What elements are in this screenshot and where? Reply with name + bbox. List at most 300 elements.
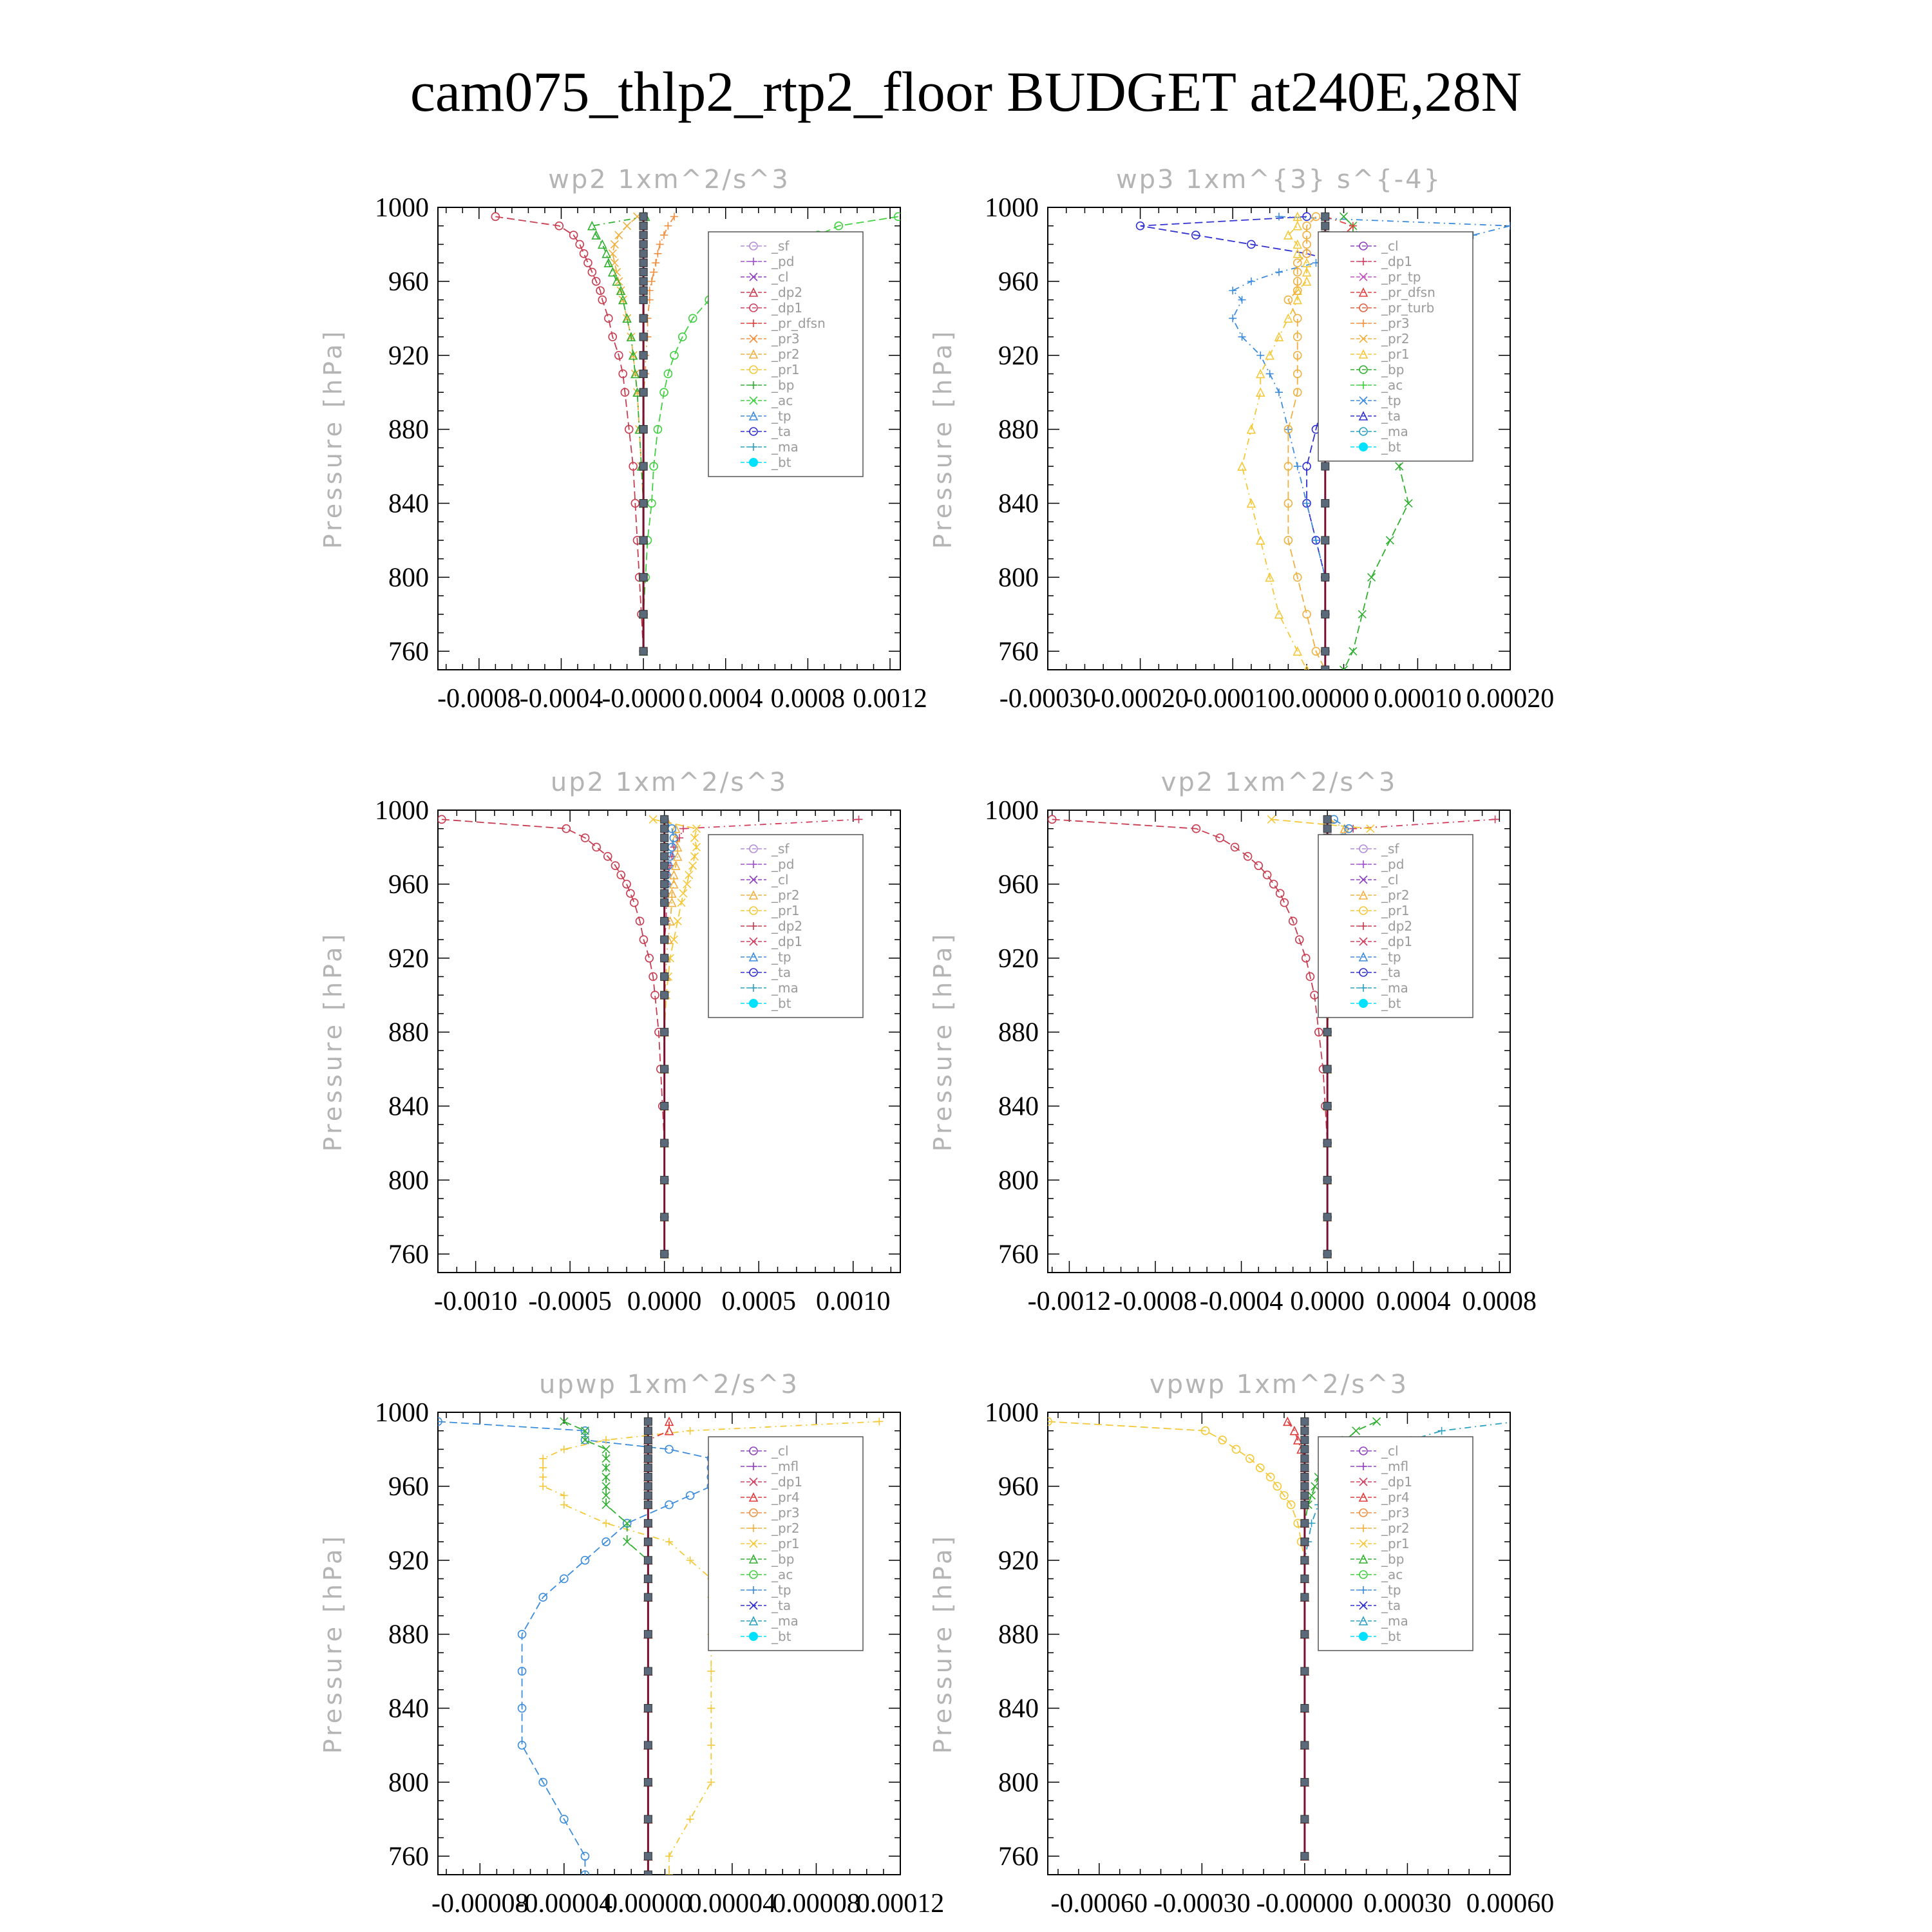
legend-label: _sf xyxy=(772,238,790,254)
legend-label: _ta xyxy=(772,1598,791,1613)
data-point xyxy=(592,843,600,851)
y-tick-label: 960 xyxy=(998,267,1039,297)
series-line-pr1 xyxy=(1048,1421,1305,1856)
data-point xyxy=(1301,1464,1309,1472)
data-point xyxy=(1323,1139,1331,1147)
x-tick-label: 0.0000 xyxy=(627,1287,702,1316)
data-point xyxy=(875,1417,883,1425)
data-point xyxy=(1358,611,1366,618)
x-tick-label: -0.00010 xyxy=(1184,684,1282,714)
y-tick-label: 840 xyxy=(998,1092,1039,1122)
data-point xyxy=(1301,1417,1309,1425)
data-point xyxy=(639,536,647,544)
data-point xyxy=(661,1250,668,1258)
y-tick-label: 1000 xyxy=(375,1398,429,1428)
data-point xyxy=(1352,1427,1360,1435)
data-point xyxy=(661,880,668,888)
data-point xyxy=(1323,815,1331,823)
x-tick-label: 0.0000 xyxy=(1290,1287,1365,1316)
data-point xyxy=(1349,647,1357,655)
data-point xyxy=(1373,1417,1381,1425)
data-point xyxy=(1321,666,1329,674)
data-point xyxy=(687,1427,694,1435)
data-point xyxy=(1321,611,1329,618)
data-point xyxy=(639,462,647,470)
legend-label: _pd xyxy=(772,857,795,872)
data-point xyxy=(539,1473,547,1481)
data-point xyxy=(630,899,638,907)
data-point xyxy=(1301,1473,1309,1481)
legend-label: _ma xyxy=(772,1613,799,1629)
data-point xyxy=(1301,1852,1309,1860)
data-point xyxy=(855,815,863,823)
data-point xyxy=(1266,370,1274,377)
data-point xyxy=(707,1667,715,1675)
data-point xyxy=(639,352,647,359)
panels xyxy=(319,165,1554,1918)
data-point xyxy=(1321,222,1329,230)
data-point xyxy=(639,500,647,507)
data-point xyxy=(644,1593,652,1601)
legend-label: _ma xyxy=(772,439,799,455)
data-point xyxy=(1301,1519,1309,1527)
data-point xyxy=(1256,352,1264,359)
figure-title: cam075_thlp2_rtp2_floor BUDGET at240E,28N xyxy=(410,61,1522,124)
panel-2 xyxy=(929,165,1554,714)
y-tick-label: 760 xyxy=(998,1842,1039,1872)
x-tick-label: 0.00020 xyxy=(1466,684,1555,714)
data-point xyxy=(1321,647,1329,655)
data-point xyxy=(639,222,647,230)
y-tick-label: 880 xyxy=(388,415,429,445)
data-point xyxy=(1323,1065,1331,1073)
data-point xyxy=(661,1028,668,1036)
legend-label: _pr_dfsn xyxy=(772,316,826,331)
data-point xyxy=(639,647,647,655)
data-point xyxy=(644,1464,652,1472)
legend-label: _pr1 xyxy=(1381,1536,1410,1551)
legend-label: _tp xyxy=(1381,1582,1401,1598)
y-tick-label: 1000 xyxy=(375,193,429,223)
y-tick-label: 760 xyxy=(388,1842,429,1872)
x-tick-label: -0.00060 xyxy=(1050,1889,1148,1918)
data-point xyxy=(665,1501,673,1509)
x-tick-label: 0.0008 xyxy=(770,684,846,714)
data-point xyxy=(665,1852,673,1860)
data-point xyxy=(661,1065,668,1073)
data-point xyxy=(1311,1482,1319,1490)
legend-label: _pr1 xyxy=(1381,903,1410,918)
legend-label: _ac xyxy=(1381,1567,1403,1582)
data-point xyxy=(1506,222,1514,230)
legend-label: _pr1 xyxy=(1381,346,1410,362)
legend-label: _pr3 xyxy=(1381,1505,1410,1520)
data-point xyxy=(645,954,653,962)
legend-label: _pr2 xyxy=(772,346,800,362)
data-point xyxy=(1294,462,1302,470)
y-tick-label: 840 xyxy=(998,1694,1039,1724)
legend-label: _pr_tp xyxy=(1381,269,1421,285)
data-point xyxy=(1492,815,1499,823)
data-point xyxy=(1301,1705,1309,1712)
data-point xyxy=(644,1492,652,1499)
legend-label: _pd xyxy=(772,254,795,269)
legend-label: _mfl xyxy=(772,1459,799,1474)
data-point xyxy=(1303,611,1311,618)
legend-label: _pd xyxy=(1381,857,1405,872)
legend-label: _dp2 xyxy=(1381,918,1413,934)
y-tick-label: 840 xyxy=(998,489,1039,519)
data-point xyxy=(644,1815,652,1823)
y-tick-label: 800 xyxy=(388,1768,429,1798)
data-point xyxy=(539,1464,547,1472)
panel-1 xyxy=(319,165,927,714)
data-point xyxy=(639,259,647,267)
data-point xyxy=(605,314,612,322)
data-point xyxy=(661,936,668,943)
data-point xyxy=(1405,500,1412,507)
data-point xyxy=(1323,1103,1331,1110)
legend-label: _pr_turb xyxy=(1381,300,1435,316)
data-point xyxy=(1275,213,1283,220)
y-tick-label: 880 xyxy=(388,1018,429,1048)
data-point xyxy=(1323,1176,1331,1184)
data-point xyxy=(639,269,647,276)
data-point xyxy=(707,1741,715,1749)
data-point xyxy=(1396,462,1403,470)
data-point xyxy=(639,314,647,322)
legend-label: _bp xyxy=(772,1551,795,1567)
data-point xyxy=(1513,1417,1521,1425)
data-point xyxy=(652,259,659,267)
x-tick-label: -0.0000 xyxy=(601,684,685,714)
data-point xyxy=(644,1705,652,1712)
data-point xyxy=(1321,213,1329,220)
x-tick-label: 0.00012 xyxy=(856,1889,945,1918)
data-point xyxy=(1368,573,1376,581)
data-point xyxy=(1301,1741,1309,1749)
legend-label: _pr1 xyxy=(772,903,800,918)
legend-label: _ac xyxy=(772,393,793,408)
legend-label: _bp xyxy=(1381,1551,1405,1567)
legend-label: _dp1 xyxy=(772,934,803,949)
y-axis-label: Pressure [hPa] xyxy=(319,1533,347,1754)
data-point xyxy=(644,1445,652,1453)
data-point xyxy=(1323,1250,1331,1258)
data-point xyxy=(689,862,697,869)
y-tick-label: 880 xyxy=(388,1620,429,1650)
y-tick-label: 760 xyxy=(998,637,1039,667)
data-point xyxy=(644,1417,652,1425)
legend-label: _pr2 xyxy=(1381,887,1410,903)
x-tick-label: 0.0004 xyxy=(688,684,763,714)
x-tick-label: -0.0008 xyxy=(1113,1287,1197,1316)
legend-label: _cl xyxy=(1381,872,1399,887)
legend-label: _pr2 xyxy=(1381,1520,1410,1536)
data-point xyxy=(644,1519,652,1527)
data-point xyxy=(1301,1455,1309,1463)
y-axis-label: Pressure [hPa] xyxy=(319,931,347,1152)
legend-label: _cl xyxy=(772,872,789,887)
legend-label: _ta xyxy=(1381,965,1401,980)
y-axis-label: Pressure [hPa] xyxy=(929,328,957,549)
panel-title: wp2 1xm^2/s^3 xyxy=(548,165,790,194)
x-tick-label: -0.0010 xyxy=(433,1287,518,1316)
data-point xyxy=(1301,1631,1309,1638)
data-point xyxy=(1275,269,1283,276)
data-point xyxy=(1301,1492,1309,1499)
x-tick-label: -0.0008 xyxy=(437,684,521,714)
data-point xyxy=(1247,278,1255,285)
data-point xyxy=(1301,1557,1309,1564)
data-point xyxy=(1264,871,1271,879)
series-line-dp2 xyxy=(1052,819,1327,1254)
legend-label: _dp1 xyxy=(772,300,803,316)
data-point xyxy=(661,1213,668,1221)
y-axis-label: Pressure [hPa] xyxy=(319,328,347,549)
y-tick-label: 1000 xyxy=(375,796,429,826)
x-tick-label: 0.0008 xyxy=(1462,1287,1537,1316)
x-tick-label: 0.0010 xyxy=(815,1287,891,1316)
y-tick-label: 800 xyxy=(998,1166,1039,1196)
legend-label: _ma xyxy=(1381,424,1408,439)
y-tick-label: 760 xyxy=(388,1240,429,1270)
legend-label: _pr2 xyxy=(772,1520,800,1536)
data-point xyxy=(661,871,668,879)
data-point xyxy=(644,1538,652,1546)
data-point xyxy=(584,259,592,267)
y-axis-label: Pressure [hPa] xyxy=(929,931,957,1152)
legend-label: _dp1 xyxy=(1381,1474,1413,1490)
data-point xyxy=(602,1519,610,1527)
data-point xyxy=(644,1778,652,1786)
data-point xyxy=(1321,573,1329,581)
x-tick-label: 0.0005 xyxy=(721,1287,796,1316)
data-point xyxy=(687,1492,694,1499)
legend-label: _cl xyxy=(1381,238,1399,254)
data-point xyxy=(639,240,647,248)
data-point xyxy=(539,1455,547,1463)
data-point xyxy=(650,269,658,276)
legend-label: _cl xyxy=(772,1443,789,1459)
legend-marker xyxy=(1359,442,1368,451)
data-point xyxy=(1301,1538,1309,1546)
data-point xyxy=(539,1482,547,1490)
legend-label: _pr_dfsn xyxy=(1381,285,1435,300)
data-point xyxy=(1301,1445,1309,1453)
x-tick-label: -0.00000 xyxy=(1256,1889,1354,1918)
y-tick-label: 840 xyxy=(388,489,429,519)
data-point xyxy=(639,388,647,396)
y-tick-label: 760 xyxy=(388,637,429,667)
legend-label: _pr1 xyxy=(772,1536,800,1551)
y-tick-label: 840 xyxy=(388,1092,429,1122)
data-point xyxy=(623,314,631,322)
data-point xyxy=(660,231,668,239)
data-point xyxy=(648,278,656,285)
legend-label: _ac xyxy=(772,1567,793,1582)
legend-label: _mfl xyxy=(1381,1459,1409,1474)
data-point xyxy=(644,1501,652,1509)
y-tick-label: 960 xyxy=(388,1472,429,1502)
series-line-dp2 xyxy=(495,216,643,651)
legend-label: _pr4 xyxy=(1381,1490,1410,1505)
y-tick-label: 920 xyxy=(998,341,1039,371)
legend-marker xyxy=(1359,1632,1368,1641)
y-axis-label: Pressure [hPa] xyxy=(929,1533,957,1754)
data-point xyxy=(661,1176,668,1184)
data-point xyxy=(661,889,668,897)
data-point xyxy=(1321,462,1329,470)
data-point xyxy=(1301,1436,1309,1444)
y-tick-label: 960 xyxy=(998,1472,1039,1502)
panel-title: upwp 1xm^2/s^3 xyxy=(539,1370,799,1399)
x-tick-label: -0.0012 xyxy=(1027,1287,1112,1316)
data-point xyxy=(580,250,588,258)
data-point xyxy=(1301,1593,1309,1601)
data-point xyxy=(654,250,661,258)
x-tick-label: 0.00010 xyxy=(1374,684,1462,714)
data-point xyxy=(602,1445,610,1453)
data-point xyxy=(644,1436,652,1444)
data-point xyxy=(639,426,647,433)
y-tick-label: 880 xyxy=(998,1620,1039,1650)
y-tick-label: 800 xyxy=(998,1768,1039,1798)
y-tick-label: 800 xyxy=(388,563,429,593)
legend-label: _ma xyxy=(1381,1613,1408,1629)
data-point xyxy=(644,1871,652,1879)
series-line-pr1 xyxy=(653,819,696,1254)
data-point xyxy=(1276,889,1284,897)
data-point xyxy=(623,222,631,230)
data-point xyxy=(661,917,668,925)
data-point xyxy=(1386,536,1394,544)
data-point xyxy=(661,862,668,869)
legend-label: _tp xyxy=(1381,949,1401,965)
data-point xyxy=(1301,1575,1309,1582)
data-point xyxy=(644,1852,652,1860)
data-point xyxy=(560,1445,568,1453)
x-tick-label: 0.00008 xyxy=(772,1889,860,1918)
data-point xyxy=(1301,1427,1309,1435)
y-tick-label: 840 xyxy=(388,1694,429,1724)
legend-label: _ta xyxy=(772,965,791,980)
data-point xyxy=(1302,954,1310,962)
legend-label: _bt xyxy=(772,1629,791,1644)
data-point xyxy=(661,1139,668,1147)
legend-label: _dp2 xyxy=(772,285,803,300)
x-tick-label: -0.00004 xyxy=(515,1889,613,1918)
data-point xyxy=(661,1103,668,1110)
legend-label: _tp xyxy=(772,949,791,965)
data-point xyxy=(1301,1667,1309,1675)
data-point xyxy=(644,1427,652,1435)
data-point xyxy=(644,1741,652,1749)
legend-label: _cl xyxy=(1381,1443,1399,1459)
data-point xyxy=(679,889,687,897)
legend-label: _sf xyxy=(772,841,790,857)
legend-label: _ta xyxy=(1381,408,1401,424)
legend-label: _bt xyxy=(772,455,791,470)
legend-label: _bt xyxy=(772,996,791,1011)
x-tick-label: -0.00030 xyxy=(999,684,1097,714)
legend-label: _tp xyxy=(772,1582,791,1598)
series-line-pr2 xyxy=(612,216,643,651)
data-point xyxy=(581,1852,589,1860)
x-tick-label: 0.00060 xyxy=(1466,1889,1555,1918)
data-point xyxy=(644,1482,652,1490)
legend-label: _pr3 xyxy=(772,331,800,346)
y-tick-label: 920 xyxy=(388,341,429,371)
data-point xyxy=(644,1557,652,1564)
x-tick-label: 0.00000 xyxy=(604,1889,692,1918)
data-point xyxy=(1238,462,1246,470)
data-point xyxy=(598,240,606,248)
data-point xyxy=(639,370,647,377)
data-point xyxy=(639,213,647,220)
data-point xyxy=(1280,899,1288,907)
data-point xyxy=(639,250,647,258)
x-tick-label: 0.0004 xyxy=(1376,1287,1451,1316)
data-point xyxy=(1233,1445,1240,1453)
data-point xyxy=(1301,1482,1309,1490)
legend-label: _bt xyxy=(1381,996,1401,1011)
data-point xyxy=(661,843,668,851)
data-point xyxy=(661,834,668,842)
legend-label: _tp xyxy=(772,408,791,424)
data-point xyxy=(687,1815,694,1823)
panel-title: vp2 1xm^2/s^3 xyxy=(1160,768,1397,797)
legend-label: _pr4 xyxy=(772,1490,800,1505)
legend-label: _pr3 xyxy=(1381,316,1410,331)
data-point xyxy=(644,1473,652,1481)
legend-label: _ma xyxy=(772,980,799,996)
data-point xyxy=(639,573,647,581)
data-point xyxy=(670,352,678,359)
legend-marker xyxy=(749,999,758,1008)
legend-label: _bp xyxy=(772,377,795,393)
y-tick-label: 920 xyxy=(388,943,429,974)
panel-5 xyxy=(319,1370,944,1918)
legend-label: _ta xyxy=(1381,1598,1401,1613)
panel-title: vpwp 1xm^2/s^3 xyxy=(1149,1370,1409,1399)
data-point xyxy=(661,825,668,833)
data-point xyxy=(656,240,664,248)
legend-label: _sf xyxy=(1381,841,1399,857)
panel-6 xyxy=(929,1370,1554,1918)
data-point xyxy=(1294,222,1302,230)
legend-label: _ac xyxy=(1381,377,1403,393)
series-line-tp xyxy=(438,1421,711,1875)
y-tick-label: 960 xyxy=(998,869,1039,900)
data-point xyxy=(560,1501,568,1509)
legend-marker xyxy=(1359,999,1368,1008)
data-point xyxy=(639,333,647,341)
data-point xyxy=(1229,314,1236,322)
data-point xyxy=(665,1427,673,1435)
legend-label: _pr1 xyxy=(772,362,800,377)
y-tick-label: 960 xyxy=(388,869,429,900)
data-point xyxy=(1301,1815,1309,1823)
legend-label: _cl xyxy=(772,269,789,285)
y-tick-label: 920 xyxy=(388,1546,429,1576)
panel-title: wp3 1xm^{3} s^{-4} xyxy=(1115,165,1443,194)
data-point xyxy=(644,1667,652,1675)
data-point xyxy=(639,278,647,285)
data-point xyxy=(1270,880,1278,888)
data-point xyxy=(661,853,668,860)
data-point xyxy=(1323,1213,1331,1221)
